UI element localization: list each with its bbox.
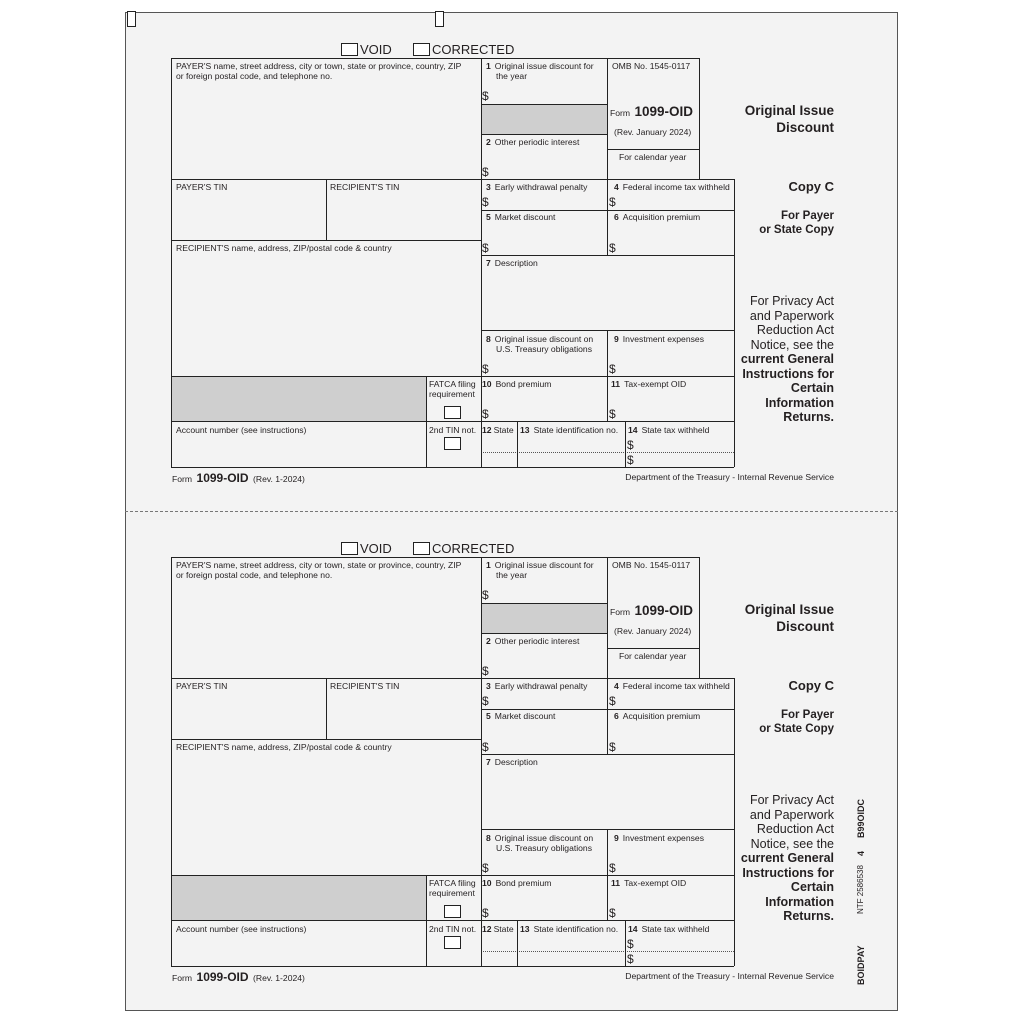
box11-dollar: $	[609, 906, 616, 920]
for-payer-label: For Payer or State Copy	[759, 709, 834, 735]
box5-dollar: $	[482, 740, 489, 754]
form-number-header: Form 1099-OID	[610, 603, 694, 618]
box8-label: 8 Original issue discount on U.S. Treasury obligations	[486, 334, 594, 354]
payer-tin-label: PAYER'S TIN	[176, 681, 228, 691]
box10-label: 10 Bond premium	[482, 878, 552, 888]
fatca-shade	[172, 875, 426, 920]
box2-shade	[481, 603, 607, 633]
form-1099-oid-bottom	[0, 499, 1024, 984]
box11-label: 11 Tax-exempt OID	[611, 878, 687, 888]
box10-dollar: $	[482, 407, 489, 421]
box3-dollar: $	[482, 694, 489, 708]
box8-label: 8 Original issue discount on U.S. Treasury obligations	[486, 833, 594, 853]
box6-dollar: $	[609, 740, 616, 754]
box3-label: 3 Early withdrawal penalty	[486, 681, 588, 691]
fatca-shade	[172, 376, 426, 421]
box4-label: 4 Federal income tax withheld	[614, 182, 730, 192]
recipient-tin-label: RECIPIENT'S TIN	[330, 182, 400, 192]
void-checkbox[interactable]	[341, 542, 358, 555]
box2-label: 2 Other periodic interest	[486, 137, 580, 147]
box2-dollar: $	[482, 664, 489, 678]
box9-label: 9 Investment expenses	[614, 833, 704, 843]
fatca-label: FATCA filing requirement	[429, 878, 476, 898]
box10-label: 10 Bond premium	[482, 379, 552, 389]
box8-dollar: $	[482, 861, 489, 875]
privacy-notice: For Privacy Act and Paperwork Reduction Act Notice, see the current General Instructions for Certain Information Returns.	[740, 793, 834, 923]
box12-label: 12 State	[482, 924, 514, 934]
footer-department: Department of the Treasury - Internal Revenue Service	[625, 971, 834, 981]
box4-dollar: $	[609, 195, 616, 209]
omb-number: OMB No. 1545-0117	[612, 560, 691, 570]
corrected-checkbox[interactable]	[413, 43, 430, 56]
corrected-label: CORRECTED	[432, 541, 515, 556]
box4-dollar: $	[609, 694, 616, 708]
box6-dollar: $	[609, 241, 616, 255]
box14-dollar-2: $	[627, 952, 634, 966]
calendar-year-label: For calendar year	[619, 651, 687, 661]
box14-dollar-1: $	[627, 937, 634, 951]
box11-dollar: $	[609, 407, 616, 421]
revision-date: (Rev. January 2024)	[614, 626, 692, 636]
account-number-label: Account number (see instructions)	[176, 924, 307, 934]
box12-label: 12 State	[482, 425, 514, 435]
box9-dollar: $	[609, 861, 616, 875]
box5-label: 5 Market discount	[486, 711, 556, 721]
side-code-4: 4	[856, 850, 866, 856]
footer-form-number: Form 1099-OID (Rev. 1-2024)	[172, 471, 305, 485]
form-title: Original Issue Discount	[744, 103, 834, 135]
payer-name-label: PAYER'S name, street address, city or town, state or province, country, ZIP or foreign postal code, and telephone no.	[176, 560, 462, 580]
second-tin-checkbox[interactable]	[444, 437, 461, 450]
fatca-checkbox[interactable]	[444, 406, 461, 419]
void-checkbox[interactable]	[341, 43, 358, 56]
box1-label: 1 Original issue discount for the year	[486, 560, 594, 580]
revision-date: (Rev. January 2024)	[614, 127, 692, 137]
payer-tin-label: PAYER'S TIN	[176, 182, 228, 192]
payer-name-label: PAYER'S name, street address, city or town, state or province, country, ZIP or foreign postal code, and telephone no.	[176, 61, 462, 81]
void-label: VOID	[360, 541, 392, 556]
box1-dollar: $	[482, 588, 489, 602]
box11-label: 11 Tax-exempt OID	[611, 379, 687, 389]
box13-label: 13 State identification no.	[520, 425, 619, 435]
box9-dollar: $	[609, 362, 616, 376]
box2-dollar: $	[482, 165, 489, 179]
recipient-tin-label: RECIPIENT'S TIN	[330, 681, 400, 691]
omb-number: OMB No. 1545-0117	[612, 61, 691, 71]
recipient-name-label: RECIPIENT'S name, address, ZIP/postal code & country	[176, 243, 392, 253]
form-title: Original Issue Discount	[744, 602, 834, 634]
box3-label: 3 Early withdrawal penalty	[486, 182, 588, 192]
corrected-checkbox[interactable]	[413, 542, 430, 555]
footer-department: Department of the Treasury - Internal Revenue Service	[625, 472, 834, 482]
box9-label: 9 Investment expenses	[614, 334, 704, 344]
box7-label: 7 Description	[486, 258, 538, 268]
account-number-label: Account number (see instructions)	[176, 425, 307, 435]
box1-label: 1 Original issue discount for the year	[486, 61, 594, 81]
box14-label: 14 State tax withheld	[628, 924, 710, 934]
box14-dollar-2: $	[627, 453, 634, 467]
for-payer-label: For Payer or State Copy	[759, 210, 834, 236]
side-code-boidpay: BOIDPAY	[856, 945, 866, 985]
box3-dollar: $	[482, 195, 489, 209]
box7-label: 7 Description	[486, 757, 538, 767]
box10-dollar: $	[482, 906, 489, 920]
void-label: VOID	[360, 42, 392, 57]
box6-label: 6 Acquisition premium	[614, 711, 701, 721]
box5-dollar: $	[482, 241, 489, 255]
calendar-year-label: For calendar year	[619, 152, 687, 162]
box8-dollar: $	[482, 362, 489, 376]
form-number-header: Form 1099-OID	[610, 104, 694, 119]
box2-shade	[481, 104, 607, 134]
box4-label: 4 Federal income tax withheld	[614, 681, 730, 691]
side-code-ntf: NTF 2586538	[856, 865, 865, 914]
box6-label: 6 Acquisition premium	[614, 212, 701, 222]
box14-label: 14 State tax withheld	[628, 425, 710, 435]
box2-label: 2 Other periodic interest	[486, 636, 580, 646]
second-tin-label: 2nd TIN not.	[429, 924, 477, 934]
second-tin-checkbox[interactable]	[444, 936, 461, 949]
copy-c-label: Copy C	[788, 678, 834, 693]
corrected-label: CORRECTED	[432, 42, 515, 57]
footer-form-number: Form 1099-OID (Rev. 1-2024)	[172, 970, 305, 984]
side-code-b99oidc: B99OIDC	[856, 798, 866, 838]
privacy-notice: For Privacy Act and Paperwork Reduction Act Notice, see the current General Instructions for Certain Information Returns.	[740, 294, 834, 424]
fatca-checkbox[interactable]	[444, 905, 461, 918]
second-tin-label: 2nd TIN not.	[429, 425, 477, 435]
box1-dollar: $	[482, 89, 489, 103]
box14-dollar-1: $	[627, 438, 634, 452]
copy-c-label: Copy C	[788, 179, 834, 194]
form-1099-oid-top	[0, 0, 1024, 485]
fatca-label: FATCA filing requirement	[429, 379, 476, 399]
recipient-name-label: RECIPIENT'S name, address, ZIP/postal code & country	[176, 742, 392, 752]
box5-label: 5 Market discount	[486, 212, 556, 222]
box13-label: 13 State identification no.	[520, 924, 619, 934]
